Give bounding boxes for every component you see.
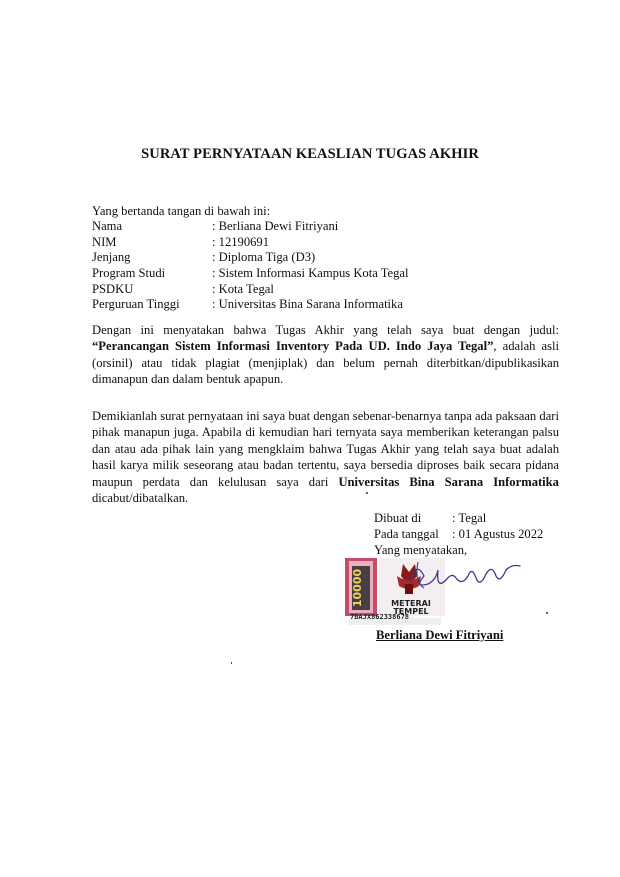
place-label: Dibuat di xyxy=(374,511,422,525)
statement-text-2: , adalah asli (orsinil) atau tidak plagiat (menjiplak) dan belum pernah diterbitkan/dipublikasikan dimanapun dan dalam bentuk apapun. xyxy=(92,339,560,387)
field-label: Nama xyxy=(92,219,123,233)
signatory-name: Berliana Dewi Fitriyani xyxy=(376,628,504,642)
stamp-code: 7BAJX862338678 xyxy=(350,613,410,621)
field-row-jenjang xyxy=(92,250,452,266)
field-row-nim xyxy=(92,235,452,251)
field-value: : Berliana Dewi Fitriyani xyxy=(212,219,339,233)
date-label: Pada tanggal xyxy=(374,527,439,541)
closing-phrase: Yang menyatakan, xyxy=(374,543,468,557)
stamp-label-2: TEMPEL xyxy=(393,607,429,616)
field-value: : Kota Tegal xyxy=(212,281,274,296)
scan-speck xyxy=(231,662,232,664)
field-row-psdku xyxy=(92,282,452,298)
closing-paragraph xyxy=(92,408,559,506)
field-row-name xyxy=(92,219,452,235)
intro-text: Yang bertanda tangan di bawah ini: xyxy=(92,204,271,218)
university-name: Universitas Bina Sarana Informatika xyxy=(338,474,559,489)
field-label: NIM xyxy=(92,234,117,249)
place-value: : Tegal xyxy=(452,511,487,525)
stamp-value: 10000 xyxy=(351,568,364,608)
place-row xyxy=(374,510,594,526)
statement-paragraph xyxy=(92,322,559,388)
statement-text-1: Dengan ini menyatakan bahwa Tugas Akhir yang telah saya buat dengan judul: xyxy=(92,323,559,337)
field-value: : Universitas Bina Sarana Informatika xyxy=(212,297,403,312)
date-row xyxy=(374,526,594,542)
closing-text-1: Demikianlah surat pernyataan ini saya buat dengan sebenar-benarnya tanpa ada paksaan dari pihak manapun juga. Apabila di kemudian hari ternyata saya memberikan keterangan palsu dan atau ada pihak lain yang mengklaim bahwa Tugas Akhir yang telah saya buat adalah hasil karya milik seseorang atau badan tertentu, saya bersedia diproses baik secara pidana maupun perdata dan kelulusan saya dari xyxy=(92,409,559,489)
document-title: SURAT PERNYATAAN KEASLIAN TUGAS AKHIR xyxy=(141,146,479,162)
thesis-title: “Perancangan Sistem Informasi Inventory Pada UD. Indo Jaya Tegal” xyxy=(92,339,494,354)
field-row-university xyxy=(92,297,452,313)
signature-block xyxy=(374,510,594,558)
field-label: Program Studi xyxy=(92,266,166,281)
scan-speck xyxy=(546,612,548,614)
handwritten-signature-icon xyxy=(400,552,550,602)
date-value: : 01 Agustus 2022 xyxy=(452,527,544,541)
field-value: : Sistem Informasi Kampus Kota Tegal xyxy=(212,266,409,281)
stamp-label-1: METERAI xyxy=(391,599,431,608)
field-value: : Diploma Tiga (D3) xyxy=(212,250,316,265)
field-label: Jenjang xyxy=(92,250,131,265)
field-value: : 12190691 xyxy=(212,234,270,249)
scan-speck xyxy=(366,492,368,494)
closing-text-2: dicabut/dibatalkan. xyxy=(92,491,189,506)
identity-fields xyxy=(92,219,452,313)
field-label: Perguruan Tinggi xyxy=(92,297,180,312)
field-label: PSDKU xyxy=(92,281,134,296)
field-row-program xyxy=(92,266,452,282)
